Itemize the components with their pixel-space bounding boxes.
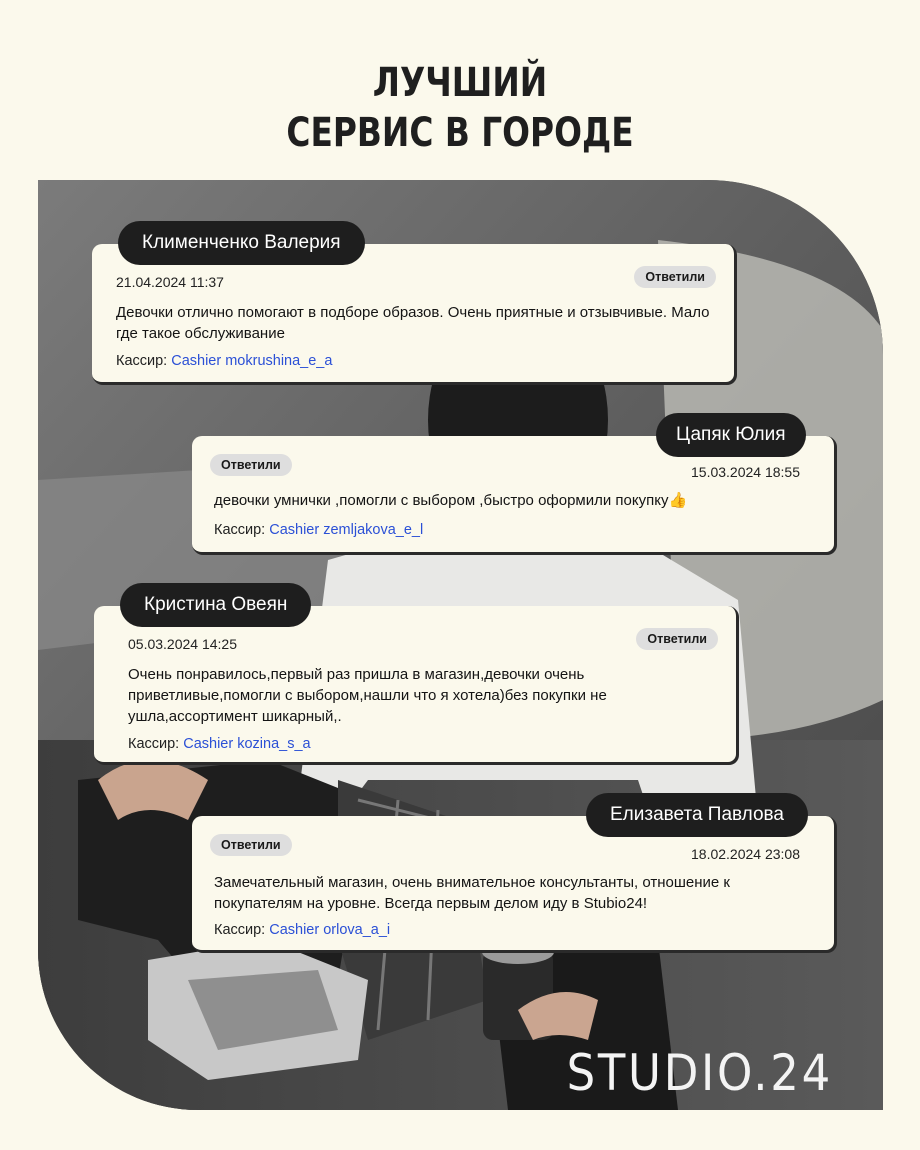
review-cashier xyxy=(128,736,311,752)
reviewer-name-2: Цапяк Юлия xyxy=(656,413,806,457)
headline-line-1: ЛУЧШИЙ xyxy=(372,60,548,106)
review-date: 15.03.2024 18:55 xyxy=(691,464,800,480)
review-text: девочки умнички ,помогли с выбором ,быстро оформили покупку👍 xyxy=(214,492,688,509)
page-headline xyxy=(83,58,837,158)
answered-badge: Ответили xyxy=(210,834,292,856)
review-cashier xyxy=(116,353,332,369)
review-text: Девочки отлично помогают в подборе образов. Очень приятные и отзывчивые. Мало где такое обслуживание xyxy=(116,304,710,342)
review-cashier xyxy=(214,522,423,538)
review-card-1 xyxy=(92,244,736,384)
review-text: Очень понравилось,первый раз пришла в магазин,девочки очень приветливые,помогли с выбором,нашли что я хотела)без покупки не ушла,ассортимент шикарный,. xyxy=(128,666,607,725)
cashier-link[interactable]: Cashier mokrushina_e_a xyxy=(171,353,333,369)
answered-badge: Ответили xyxy=(636,628,718,650)
review-card-3 xyxy=(94,606,738,764)
headline-line-2: СЕРВИС В ГОРОДЕ xyxy=(286,110,634,156)
cashier-label: Кассир: xyxy=(214,922,266,938)
review-date: 21.04.2024 11:37 xyxy=(116,274,224,290)
reviewer-name-1: Клименченко Валерия xyxy=(118,221,365,265)
cashier-link[interactable]: Cashier zemljakova_e_l xyxy=(269,522,424,538)
cashier-link[interactable]: Cashier orlova_a_i xyxy=(269,922,391,938)
cashier-label: Кассир: xyxy=(214,522,266,538)
cashier-label: Кассир: xyxy=(116,353,168,369)
review-date: 05.03.2024 14:25 xyxy=(128,636,237,652)
cashier-label: Кассир: xyxy=(128,736,180,752)
answered-badge: Ответили xyxy=(634,266,716,288)
review-date: 18.02.2024 23:08 xyxy=(691,846,800,862)
reviewer-name-4: Елизавета Павлова xyxy=(586,793,808,837)
review-cashier xyxy=(214,922,390,938)
answered-badge: Ответили xyxy=(210,454,292,476)
studio-watermark: STUDIO.24 xyxy=(566,1044,833,1102)
reviewer-name-3: Кристина Овеян xyxy=(120,583,311,627)
cashier-link[interactable]: Cashier kozina_s_a xyxy=(183,736,311,752)
review-text: Замечательный магазин, очень внимательное консультанты, отношение к покупателям на уровне. Всегда первым делом иду в Stubio24! xyxy=(214,874,730,912)
